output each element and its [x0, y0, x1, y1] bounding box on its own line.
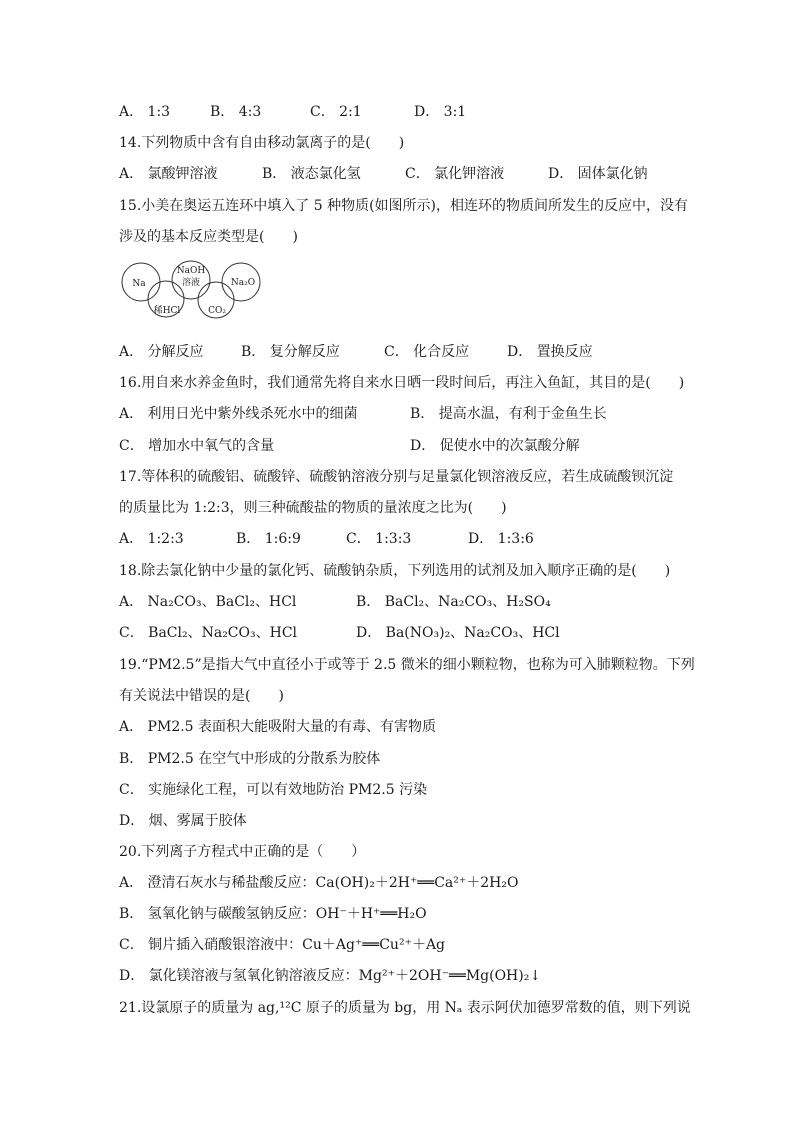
- q20-option-c: C． 铜片插入硝酸银溶液中：Cu＋Ag⁺══Cu²⁺＋Ag: [119, 937, 446, 953]
- q17-stem-line2: 的质量比为 1:2:3，则三种硫酸盐的物质的量浓度之比为( ): [119, 500, 507, 516]
- q18-option-a: A． Na₂CO₃、BaCl₂、HCl: [119, 594, 297, 610]
- q18-option-c: C． BaCl₂、Na₂CO₃、HCl: [119, 625, 298, 641]
- ring-label-co2: CO₂: [208, 306, 226, 316]
- q13-option-b: B． 4:3: [210, 104, 262, 120]
- ring-label-na: Na: [132, 279, 146, 289]
- q14-stem: 14.下列物质中含有自由移动氯离子的是( ): [119, 135, 405, 151]
- q18-stem: 18.除去氯化钠中少量的氯化钙、硫酸钠杂质，下列选用的试剂及加入顺序正确的是( ): [119, 563, 671, 579]
- q20-option-d: D． 氯化镁溶液与氢氧化钠溶液反应：Mg²⁺＋2OH⁻══Mg(OH)₂↓: [119, 968, 542, 984]
- q20-stem: 20.下列离子方程式中正确的是（ ）: [119, 844, 366, 860]
- ring-label-naoh-bottom: 溶液: [181, 278, 201, 288]
- ring-label-naoh-top: NaOH: [176, 266, 206, 276]
- ring-label-hcl: 稀HCl: [153, 306, 181, 316]
- q13-option-a: A． 1:3: [119, 104, 171, 120]
- q17-option-a: A． 1:2:3: [119, 531, 184, 547]
- q17-option-d: D． 1:3:6: [468, 531, 534, 547]
- q16-option-a: A． 利用日光中紫外线杀死水中的细菌: [119, 406, 358, 422]
- q15-option-c: C． 化合反应: [384, 344, 470, 360]
- q19-option-a: A． PM2.5 表面积大能吸附大量的有毒、有害物质: [119, 719, 437, 735]
- q19-stem-line2: 有关说法中错误的是( ): [119, 688, 284, 704]
- q18-option-d: D． Ba(NO₃)₂、Na₂CO₃、HCl: [356, 625, 560, 641]
- q17-option-c: C． 1:3:3: [346, 531, 412, 547]
- q13-option-d: D． 3:1: [414, 104, 467, 120]
- q19-option-d: D． 烟、雾属于胶体: [119, 813, 247, 829]
- q13-option-c: C． 2:1: [310, 104, 362, 120]
- q16-option-d: D． 促使水中的次氯酸分解: [410, 438, 580, 454]
- q19-option-c: C． 实施绿化工程，可以有效地防治 PM2.5 污染: [119, 782, 428, 798]
- q16-stem: 16.用自来水养金鱼时，我们通常先将自来水日晒一段时间后，再注入鱼缸，其目的是( ): [119, 375, 685, 391]
- q21-stem: 21.设氯原子的质量为 ag,¹²C 原子的质量为 bg，用 Nₐ 表示阿伏加德罗常数的值，则下列说: [119, 1000, 691, 1016]
- q18-option-b: B． BaCl₂、Na₂CO₃、H₂SO₄: [356, 594, 551, 610]
- olympic-rings-diagram: [119, 258, 269, 324]
- q15-option-b: B． 复分解反应: [241, 344, 340, 360]
- q19-stem-line1: 19.“PM2.5”是指大气中直径小于或等于 2.5 微米的细小颗粒物，也称为可入肺颗粒物。下列: [119, 657, 695, 673]
- q19-option-b: B． PM2.5 在空气中形成的分散系为胶体: [119, 751, 381, 767]
- q14-option-b: B． 液态氯化氢: [262, 166, 361, 182]
- q16-option-c: C． 增加水中氧气的含量: [119, 438, 275, 454]
- q15-option-d: D． 置换反应: [507, 344, 593, 360]
- q15-stem-line2: 涉及的基本反应类型是( ): [119, 229, 298, 245]
- q17-stem-line1: 17.等体积的硫酸铝、硫酸锌、硫酸钠溶液分别与足量氯化钡溶液反应，若生成硫酸钡沉淀: [119, 469, 674, 485]
- q14-option-c: C． 氯化钾溶液: [405, 166, 505, 182]
- ring-label-na2o: Na₂O: [230, 278, 256, 288]
- q15-stem-line1: 15.小美在奥运五连环中填入了 5 种物质(如图所示)，相连环的物质间所发生的反应中，没有: [119, 198, 688, 214]
- q14-option-a: A． 氯酸钾溶液: [119, 166, 218, 182]
- q20-option-a: A． 澄清石灰水与稀盐酸反应：Ca(OH)₂＋2H⁺══Ca²⁺＋2H₂O: [119, 875, 519, 891]
- q17-option-b: B． 1:6:9: [236, 531, 301, 547]
- q20-option-b: B． 氢氧化钠与碳酸氢钠反应：OH⁻＋H⁺══H₂O: [119, 906, 427, 922]
- q15-option-a: A． 分解反应: [119, 344, 204, 360]
- q14-option-d: D． 固体氯化钠: [548, 166, 648, 182]
- q16-option-b: B． 提高水温，有利于金鱼生长: [410, 406, 607, 422]
